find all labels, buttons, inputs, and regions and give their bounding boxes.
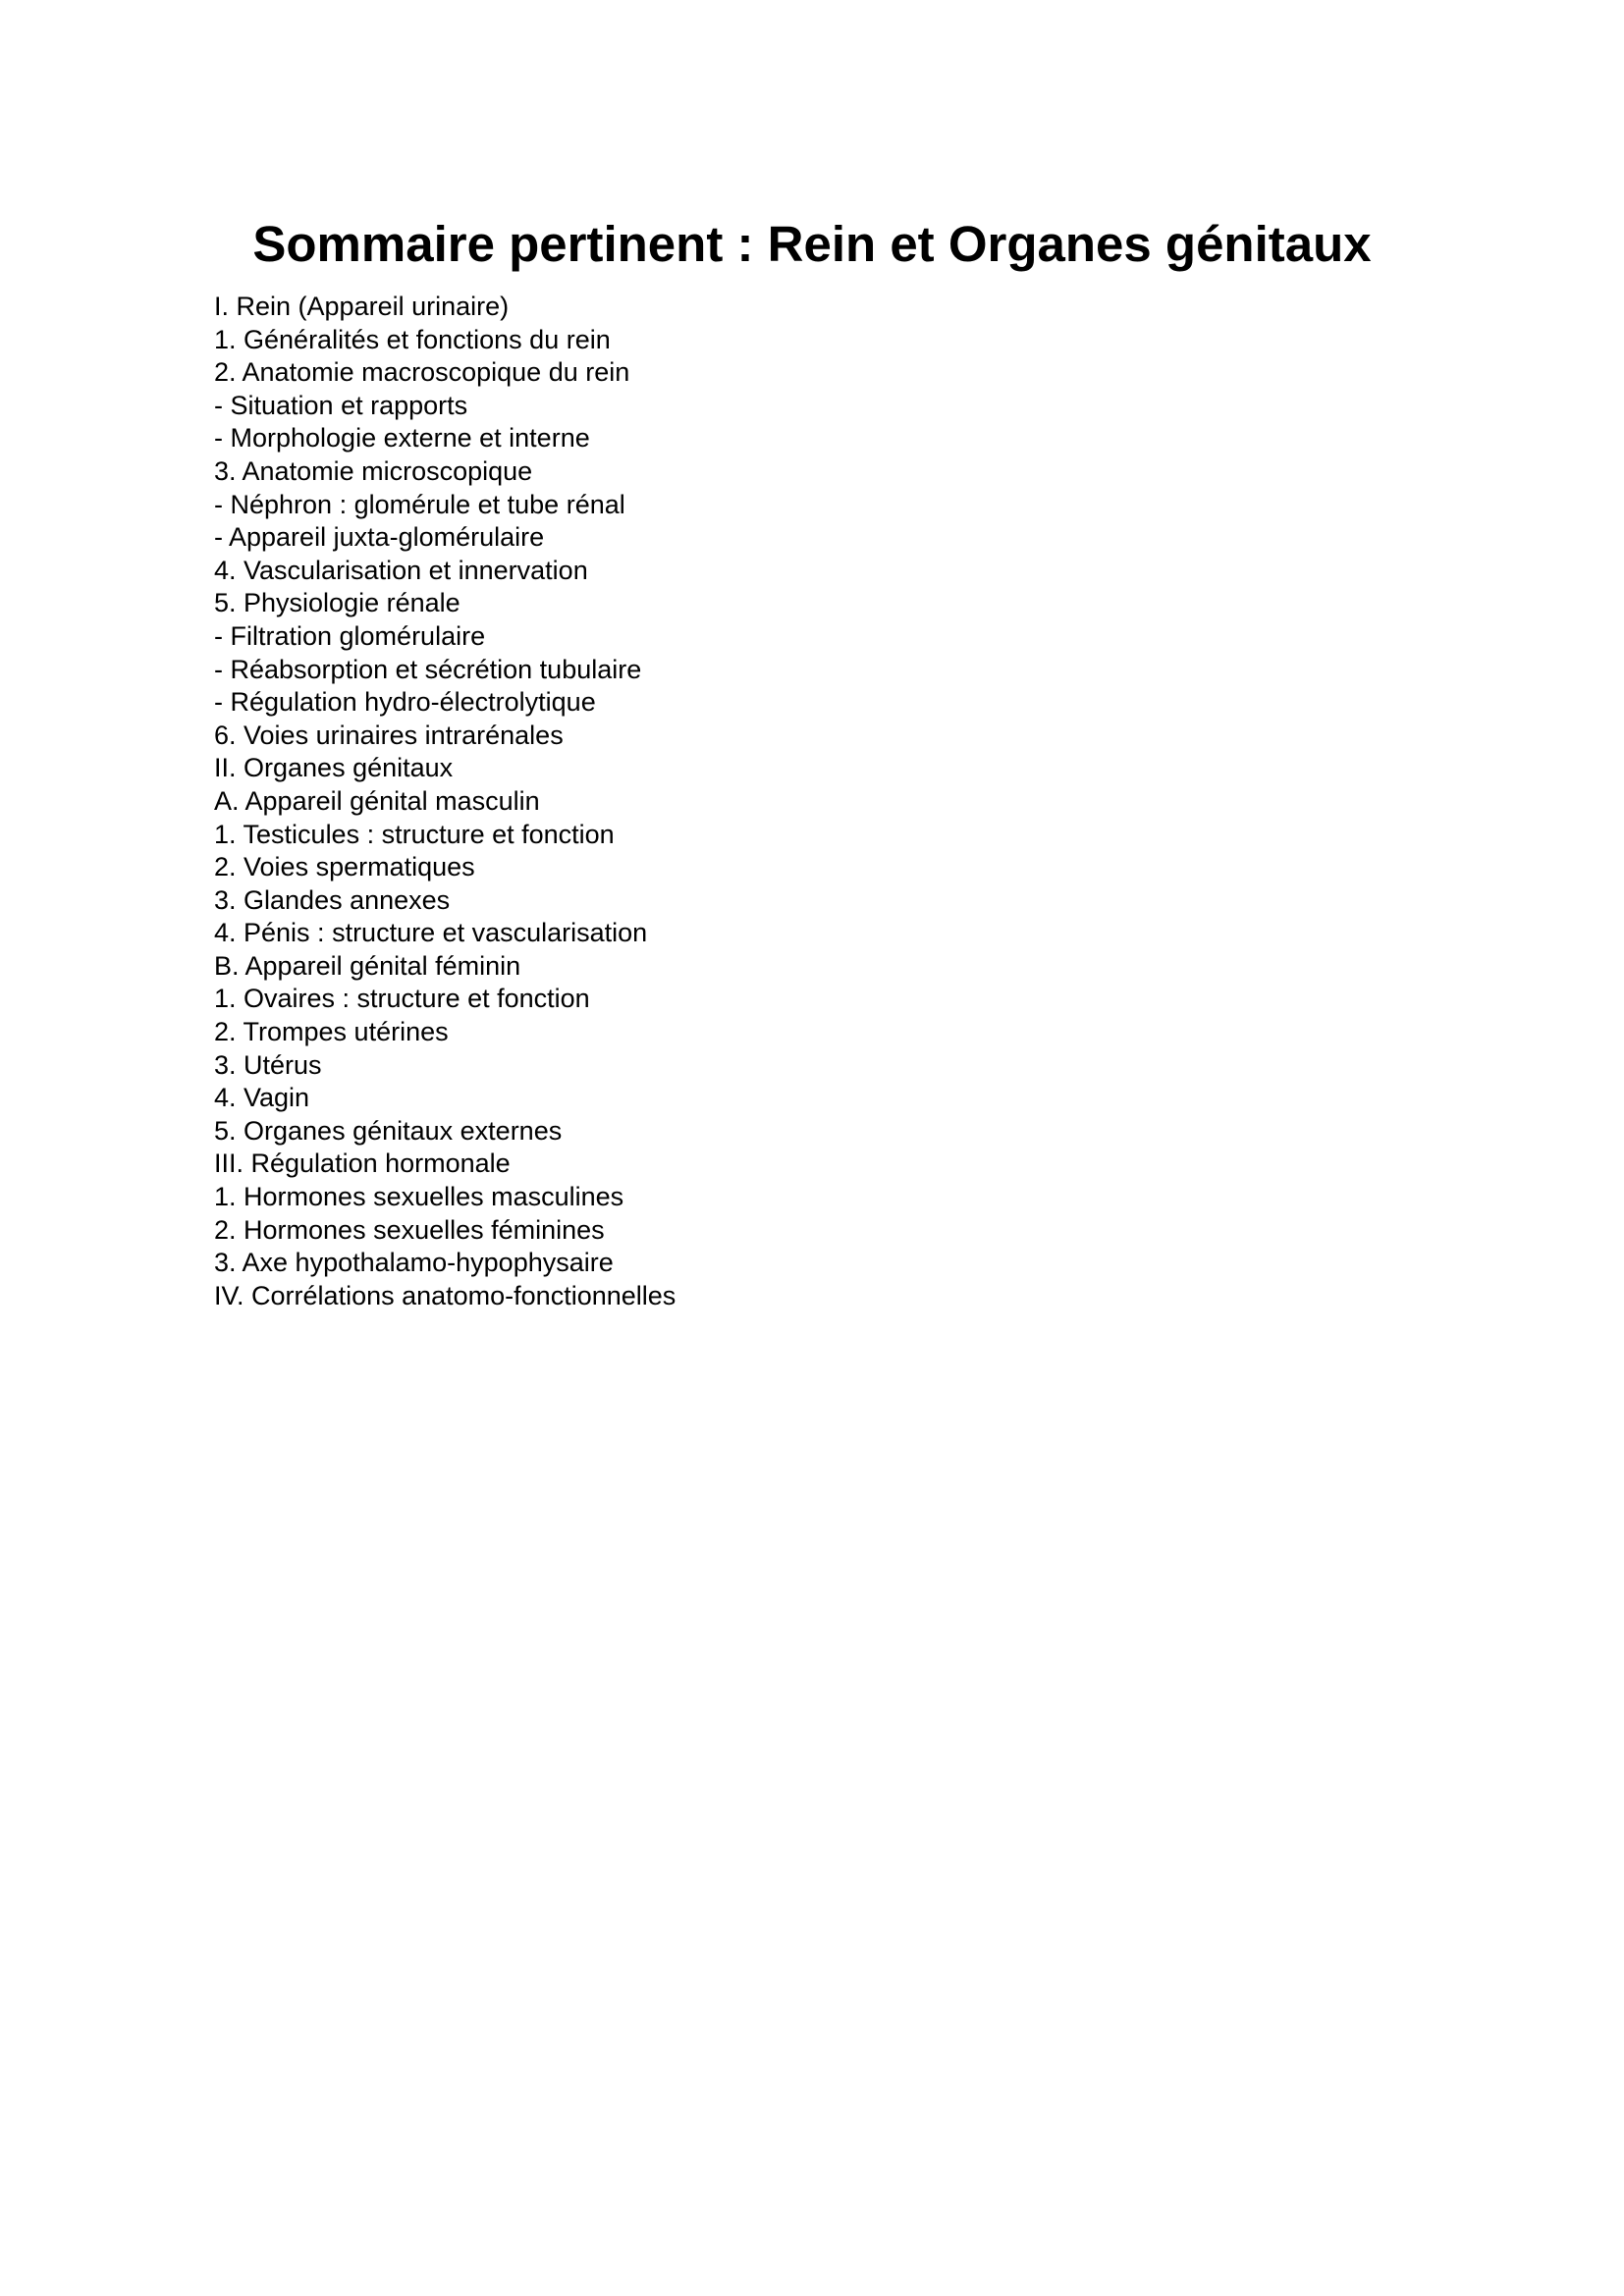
toc-item: 2. Voies spermatiques	[214, 852, 475, 882]
toc-subitem: - Morphologie externe et interne	[214, 423, 590, 454]
toc-item: 1. Hormones sexuelles masculines	[214, 1182, 624, 1212]
toc-item: 1. Testicules : structure et fonction	[214, 819, 615, 849]
toc-item: 6. Voies urinaires intrarénales	[214, 720, 564, 750]
toc-subitem: - Régulation hydro-électrolytique	[214, 687, 596, 718]
toc-subitem: - Néphron : glomérule et tube rénal	[214, 489, 625, 519]
toc-section-heading: I. Rein (Appareil urinaire)	[214, 292, 510, 321]
table-of-contents	[214, 291, 676, 1312]
toc-item: 3. Utérus	[214, 1049, 322, 1080]
toc-item: 1. Ovaires : structure et fonction	[214, 984, 590, 1014]
toc-item: 3. Anatomie microscopique	[214, 455, 533, 486]
toc-subitem: - Situation et rapports	[214, 390, 468, 420]
toc-item: 1. Généralités et fonctions du rein	[214, 324, 611, 354]
page-title: Sommaire pertinent : Rein et Organes génitaux	[252, 216, 1372, 272]
toc-section-heading: IV. Corrélations anatomo-fonctionnelles	[214, 1280, 677, 1310]
toc-item: 4. Vascularisation et innervation	[214, 555, 588, 585]
toc-item: 2. Hormones sexuelles féminines	[214, 1214, 605, 1245]
toc-subitem: - Réabsorption et sécrétion tubulaire	[214, 654, 642, 684]
toc-item: 4. Vagin	[214, 1083, 310, 1113]
toc-item: 5. Organes génitaux externes	[214, 1115, 563, 1146]
toc-item: 2. Trompes utérines	[214, 1017, 449, 1047]
toc-subitem: - Filtration glomérulaire	[214, 620, 486, 651]
toc-subsection-heading: B. Appareil génital féminin	[214, 950, 521, 981]
toc-subitem: - Appareil juxta-glomérulaire	[214, 522, 545, 553]
toc-subsection-heading: A. Appareil génital masculin	[214, 785, 540, 816]
toc-item: 3. Glandes annexes	[214, 884, 451, 915]
toc-item: 3. Axe hypothalamo-hypophysaire	[214, 1248, 614, 1278]
toc-section-heading: II. Organes génitaux	[214, 753, 454, 783]
toc-item: 4. Pénis : structure et vascularisation	[214, 918, 648, 948]
toc-item: 5. Physiologie rénale	[214, 588, 460, 618]
toc-section-heading: III. Régulation hormonale	[214, 1148, 511, 1179]
toc-item: 2. Anatomie macroscopique du rein	[214, 357, 630, 388]
